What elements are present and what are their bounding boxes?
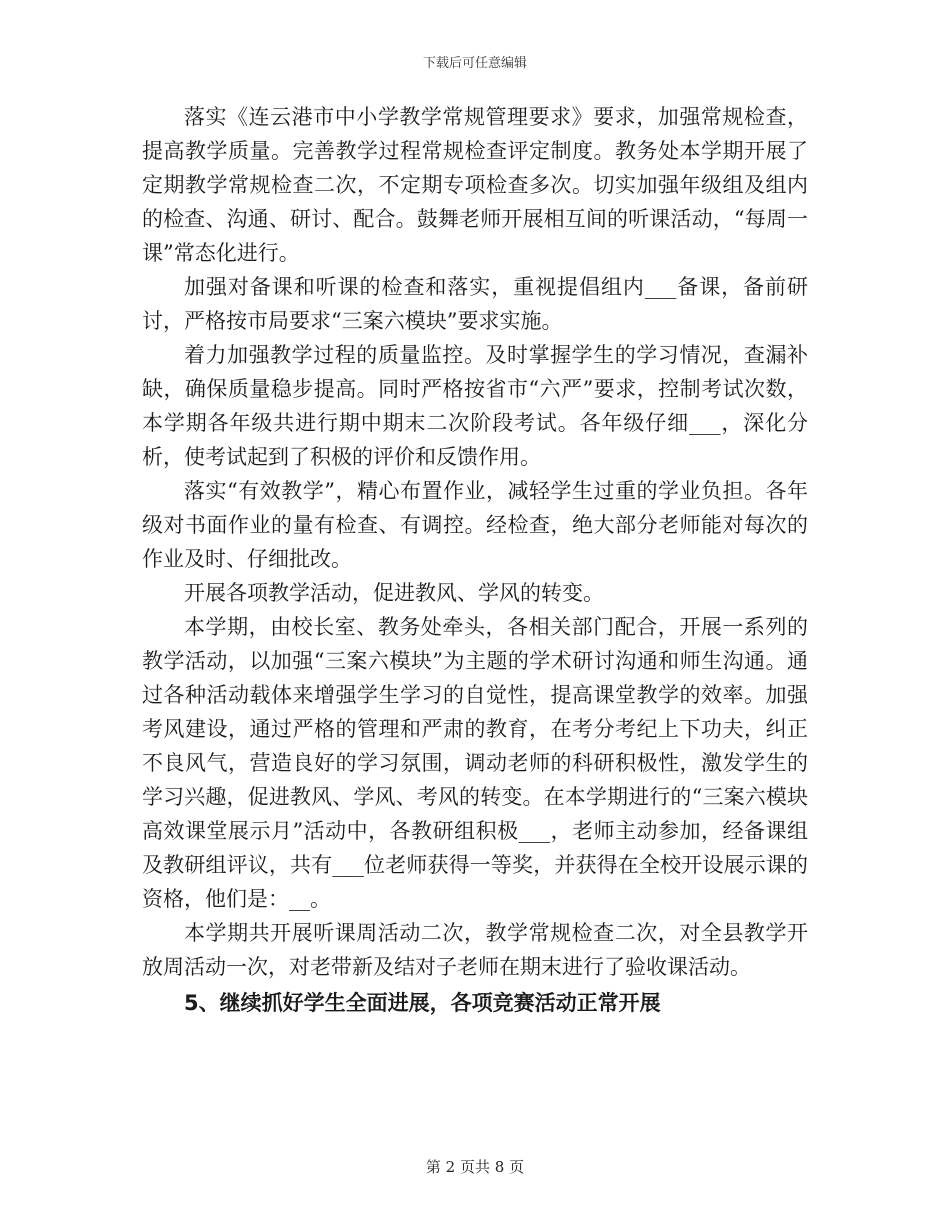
paragraph-effective-teaching: 落实“有效教学”，精心布置作业，减轻学生过重的学业负担。各年级对书面作业的量有检查、有调控。经检查，绝大部分老师能对每次的作业及时、仔细批改。 xyxy=(142,479,808,571)
section-heading: 5、继续抓好学生全面进展，各项竞赛活动正常开展 xyxy=(184,991,661,1015)
paragraph-semester-activities: 本学期，由校长室、教务处牵头，各相关部门配合，开展一系列的教学活动，以加强“三案六模块”为主题的学术研讨沟通和师生沟通。通过各种活动载体来增强学生学习的自觉性，提高课堂教学的效率。加强考风建设，通过严格的管理和严肃的教育，在考分考纪上下功夫，纠正不良风气，营造良好的学习氛围，调动老师的科研积极性，激发学生的学习兴趣，促进教风、学风、考风的转变。在本学期进行的“三案六模块高效课堂展示月”活动中，各教研组积极___，老师主动参加，经备课组及教研组评议，共有___位老师获得一等奖，并获得在全校开设展示课的资格，他们是：__。 xyxy=(142,615,808,911)
page-number: 第 2 页共 8 页 xyxy=(425,1158,525,1176)
header-note: 下载后可任意编辑 xyxy=(422,56,527,71)
paragraph-lesson-prep: 加强对备课和听课的检查和落实，重视提倡组内___备课，备前研讨，严格按市局要求“三案六模块”要求实施。 xyxy=(142,275,808,333)
paragraph-teaching-activities: 开展各项教学活动，促进教风、学风的转变。 xyxy=(184,581,604,605)
paragraph-quality-monitoring: 着力加强教学过程的质量监控。及时掌握学生的学习情况，查漏补缺，确保质量稳步提高。同时严格按省市“六严”要求，控制考试次数，本学期各年级共进行期中期末二次阶段考试。各年级仔细___，深化分析，使考试起到了积极的评价和反馈作用。 xyxy=(142,343,808,469)
paragraph-lecture-week: 本学期共开展听课周活动二次，教学常规检查二次，对全县教学开放周活动一次，对老带新及结对子老师在期末进行了验收课活动。 xyxy=(142,921,808,979)
document-body xyxy=(142,100,808,1020)
paragraph-routine-inspection: 落实《连云港市中小学教学常规管理要求》要求，加强常规检查，提高教学质量。完善教学过程常规检查评定制度。教务处本学期开展了定期教学常规检查二次，不定期专项检查多次。切实加强年级组及组内的检查、沟通、研讨、配合。鼓舞老师开展相互间的听课活动，“每周一课”常态化进行。 xyxy=(142,105,808,265)
